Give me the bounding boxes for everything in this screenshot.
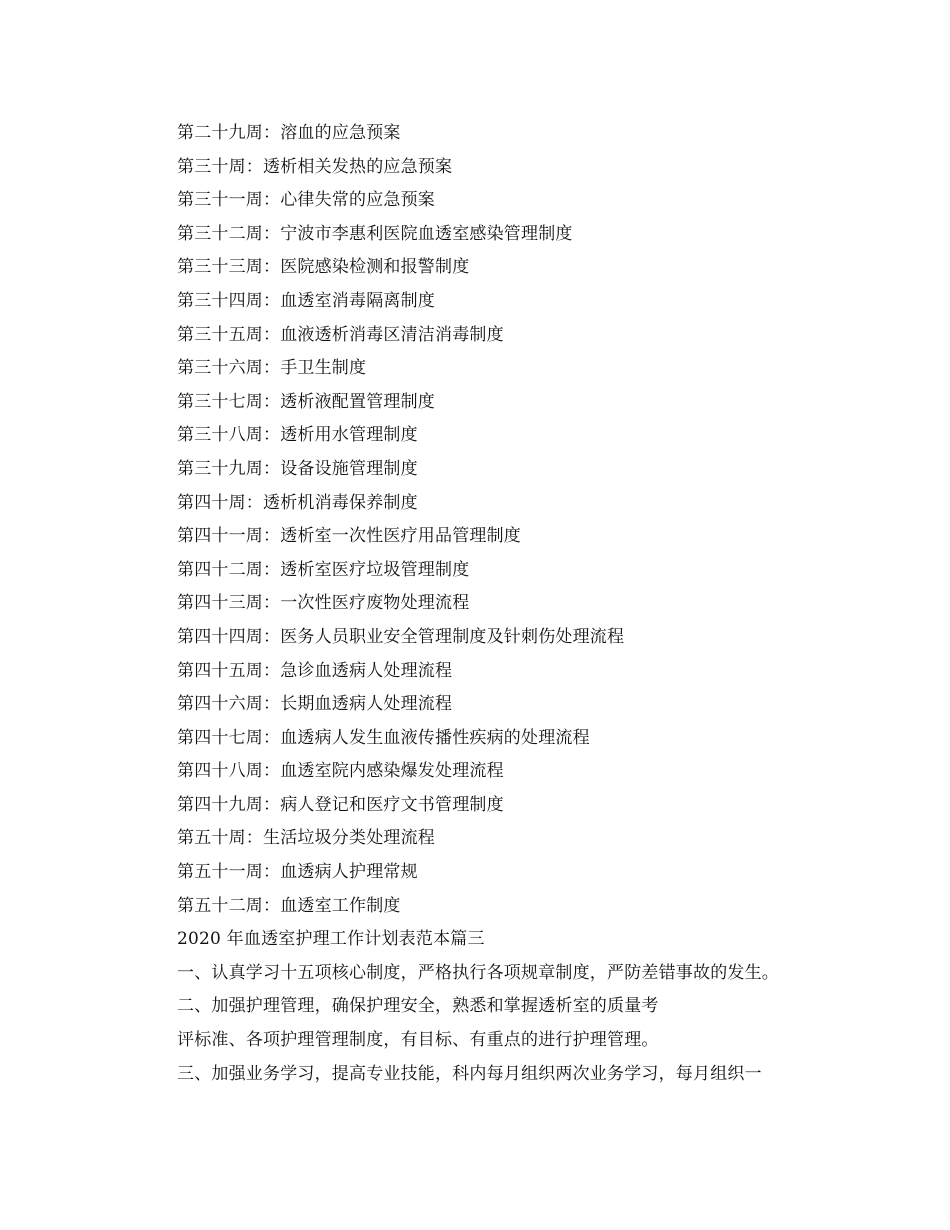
text-line: 第三十七周：透析液配置管理制度 — [177, 391, 435, 412]
paragraph-line: 三、加强业务学习，提高专业技能，科内每月组织两次业务学习，每月组织一 — [177, 1063, 762, 1084]
text-line: 第四十周：透析机消毒保养制度 — [177, 492, 418, 513]
paragraph-line: 评标准、各项护理管理制度，有目标、有重点的进行护理管理。 — [177, 1030, 659, 1051]
document-body — [177, 117, 877, 1091]
text-line: 第三十九周：设备设施管理制度 — [177, 458, 418, 479]
section-heading: 2020 年血透室护理工作计划表范本篇三 — [177, 929, 485, 950]
paragraph-line: 一、认真学习十五项核心制度，严格执行各项规章制度，严防差错事故的发生。 — [177, 962, 779, 983]
text-line: 第三十一周：心律失常的应急预案 — [177, 190, 435, 211]
text-line: 第三十六周：手卫生制度 — [177, 358, 367, 379]
text-line: 第三十四周：血透室消毒隔离制度 — [177, 290, 435, 311]
text-line: 第四十一周：透析室一次性医疗用品管理制度 — [177, 526, 521, 547]
text-line: 第四十七周：血透病人发生血液传播性疾病的处理流程 — [177, 727, 590, 748]
text-line: 第三十五周：血液透析消毒区清洁消毒制度 — [177, 324, 504, 345]
text-line: 第三十二周：宁波市李惠利医院血透室感染管理制度 — [177, 223, 573, 244]
text-line: 第五十一周：血透病人护理常规 — [177, 862, 418, 883]
text-line: 第四十二周：透析室医疗垃圾管理制度 — [177, 559, 470, 580]
text-line: 第四十四周：医务人员职业安全管理制度及针刺伤处理流程 — [177, 626, 625, 647]
text-line: 第五十二周：血透室工作制度 — [177, 895, 401, 916]
text-line: 第二十九周：溶血的应急预案 — [177, 123, 401, 143]
text-line: 第四十九周：病人登记和医疗文书管理制度 — [177, 794, 504, 815]
text-line: 第四十五周：急诊血透病人处理流程 — [177, 660, 453, 681]
text-line: 第三十八周：透析用水管理制度 — [177, 425, 418, 446]
text-line: 第三十周：透析相关发热的应急预案 — [177, 156, 453, 177]
text-line: 第四十八周：血透室院内感染爆发处理流程 — [177, 761, 504, 782]
text-line: 第五十周：生活垃圾分类处理流程 — [177, 828, 435, 849]
text-line: 第三十三周：医院感染检测和报警制度 — [177, 257, 470, 278]
text-line: 第四十六周：长期血透病人处理流程 — [177, 694, 453, 715]
text-line: 第四十三周：一次性医疗废物处理流程 — [177, 593, 470, 614]
paragraph-line: 二、加强护理管理，确保护理安全，熟悉和掌握透析室的质量考 — [177, 996, 659, 1017]
